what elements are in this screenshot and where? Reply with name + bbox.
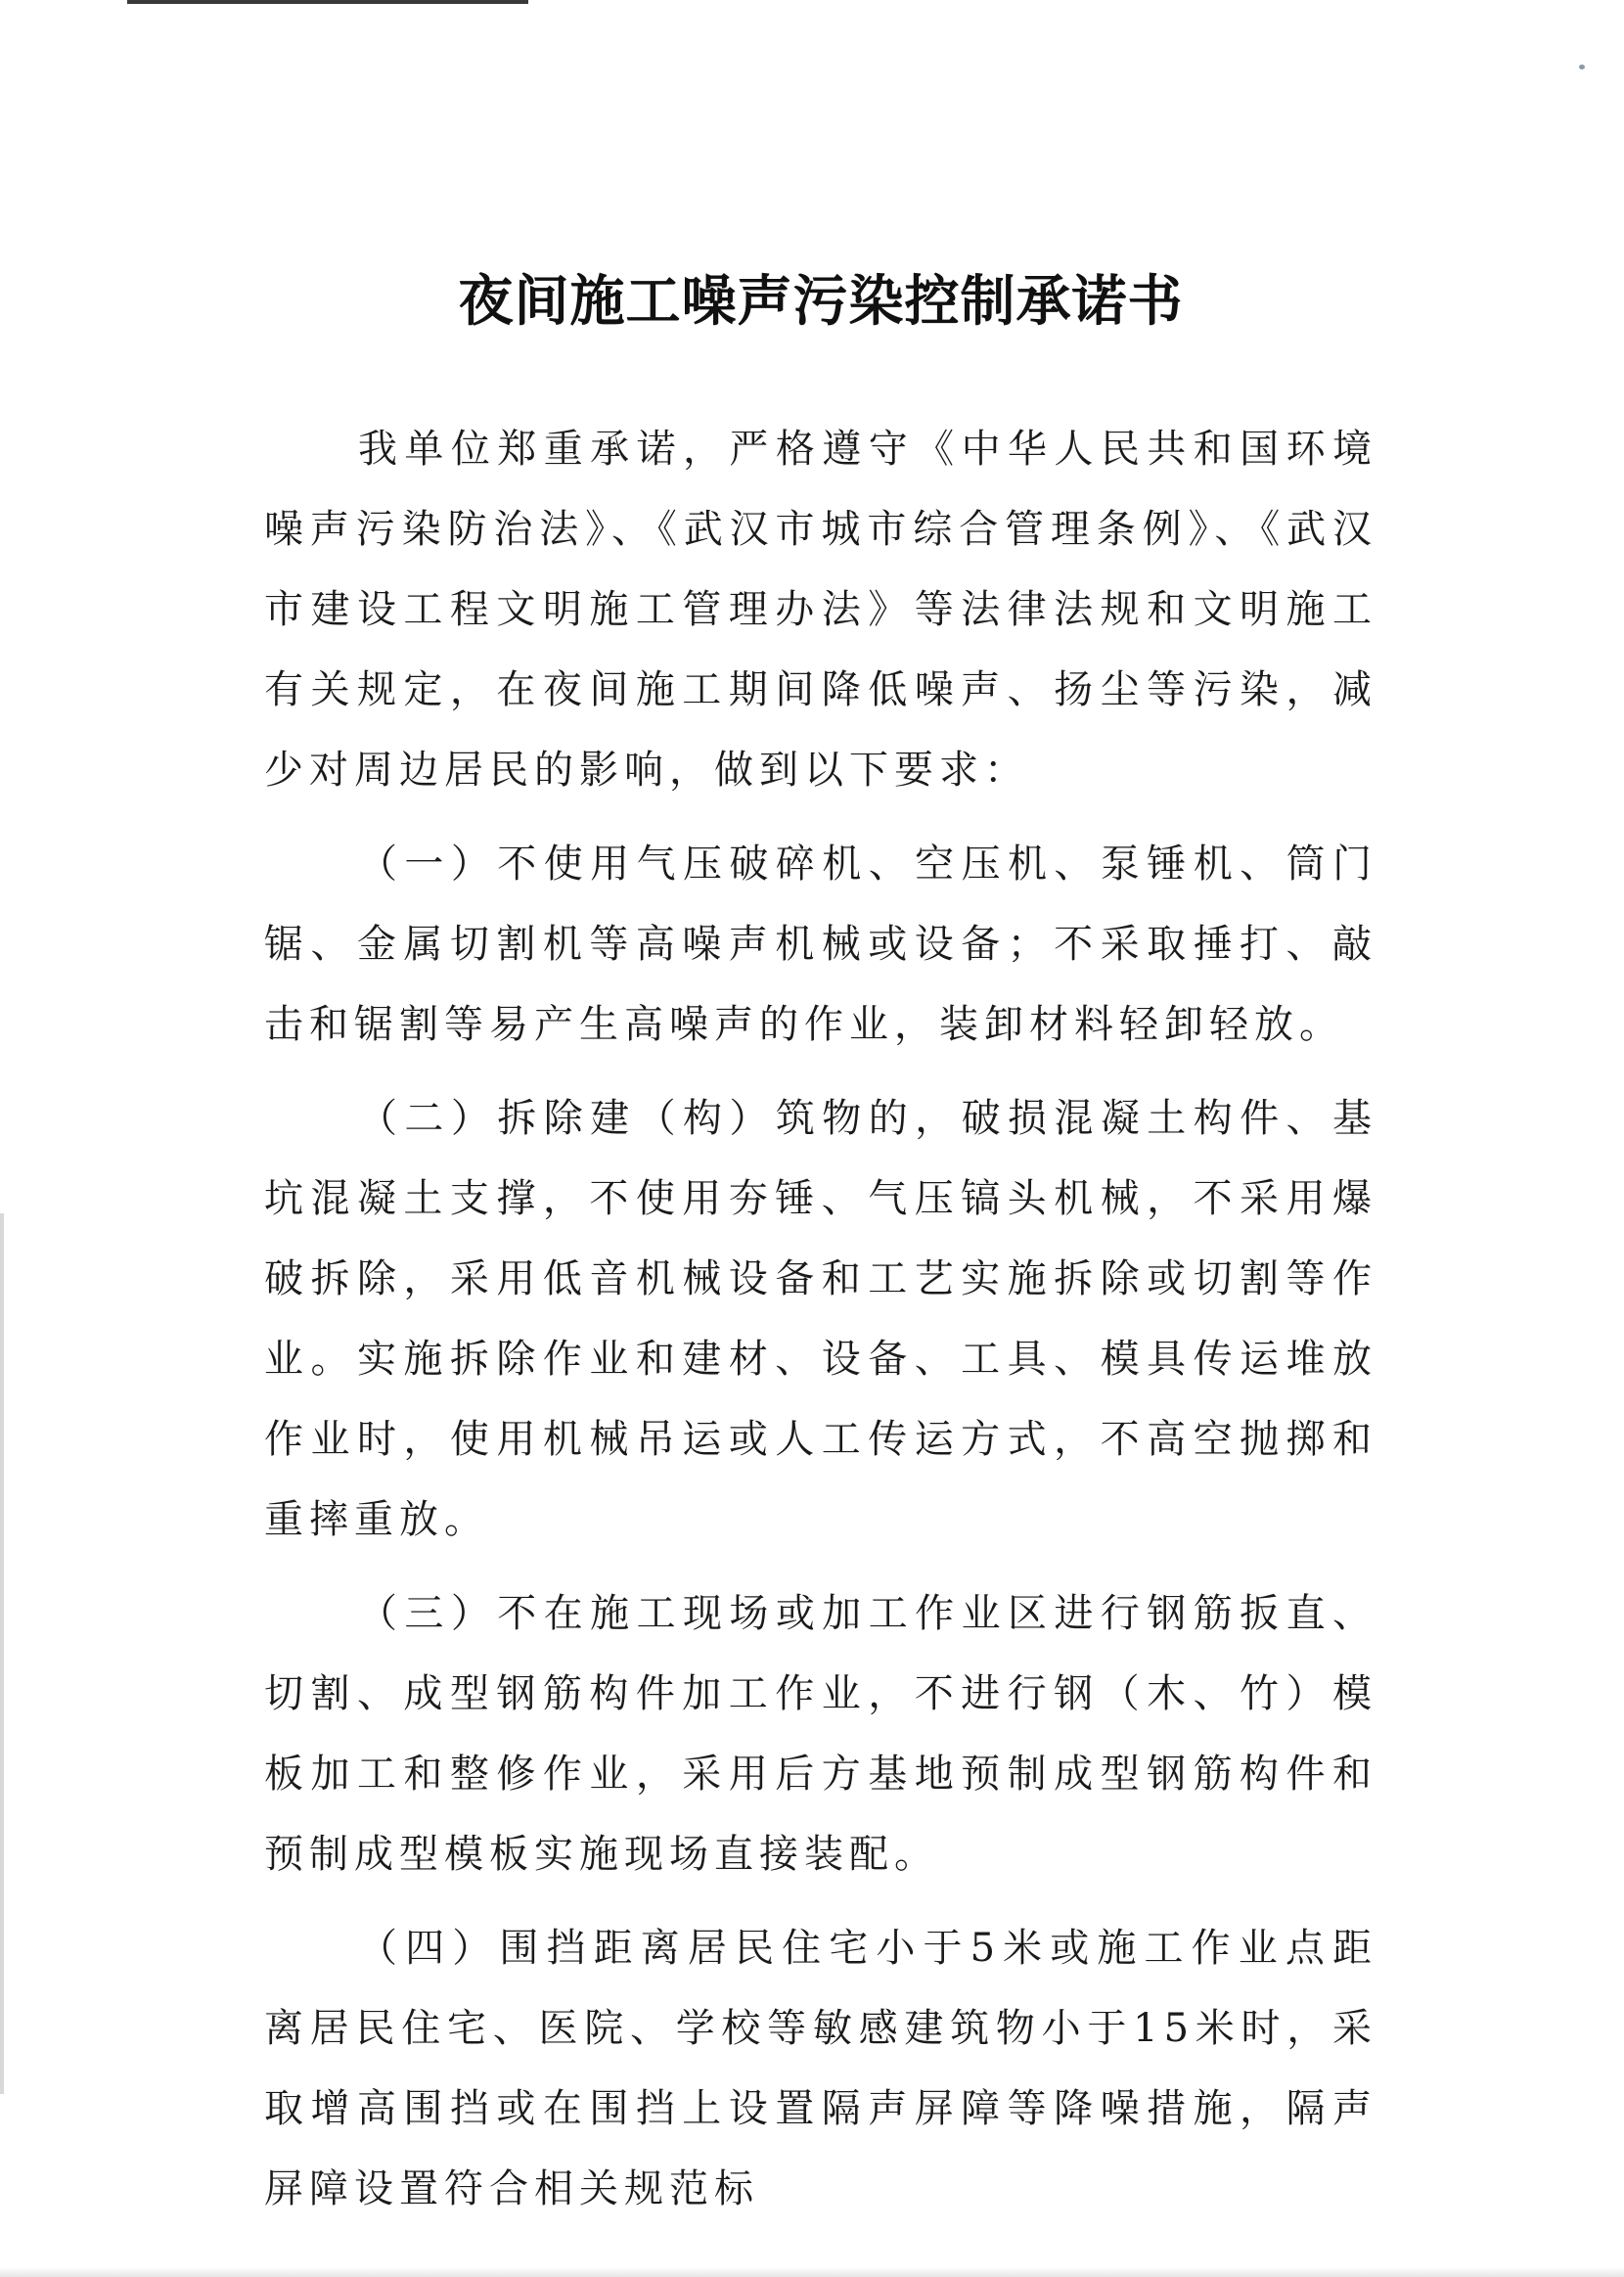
paragraph-intro: 我单位郑重承诺，严格遵守《中华人民共和国环境噪声污染防治法》、《武汉市城市综合管理条例》、《武汉市建设工程文明施工管理办法》等法律法规和文明施工有关规定，在夜间施工期间降低噪声、扬尘等污染，减少对周边居民的影响，做到以下要求： [264, 427, 1377, 794]
scan-edge-top [127, 0, 528, 4]
document-page [264, 269, 1377, 2243]
paragraph-item-1: （一）不使用气压破碎机、空压机、泵锤机、筒门锯、金属切割机等高噪声机械或设备；不采取捶打、敲击和锯割等易产生高噪声的作业，装卸材料轻卸轻放。 [264, 842, 1377, 1048]
scan-speck [1579, 65, 1585, 69]
paragraph-item-4: （四）围挡距离居民住宅小于5米或施工作业点距离居民住宅、医院、学校等敏感建筑物小于15米时，采取增高围挡或在围挡上设置隔声屏障等降噪措施，隔声屏障设置符合相关规范标 [264, 1926, 1377, 2212]
scan-edge-bottom [0, 2267, 1624, 2277]
document-title: 夜间施工噪声污染控制承诺书 [458, 269, 1184, 334]
scan-edge-left [0, 1213, 4, 2094]
paragraph-item-3: （三）不在施工现场或加工作业区进行钢筋扳直、切割、成型钢筋构件加工作业，不进行钢（木、竹）模板加工和整修作业，采用后方基地预制成型钢筋构件和预制成型模板实施现场直接装配。 [264, 1591, 1377, 1878]
paragraph-item-2: （二）拆除建（构）筑物的，破损混凝土构件、基坑混凝土支撑，不使用夯锤、气压镐头机械，不采用爆破拆除，采用低音机械设备和工艺实施拆除或切割等作业。实施拆除作业和建材、设备、工具、模具传运堆放作业时，使用机械吊运或人工传运方式，不高空抛掷和重摔重放。 [264, 1096, 1377, 1543]
